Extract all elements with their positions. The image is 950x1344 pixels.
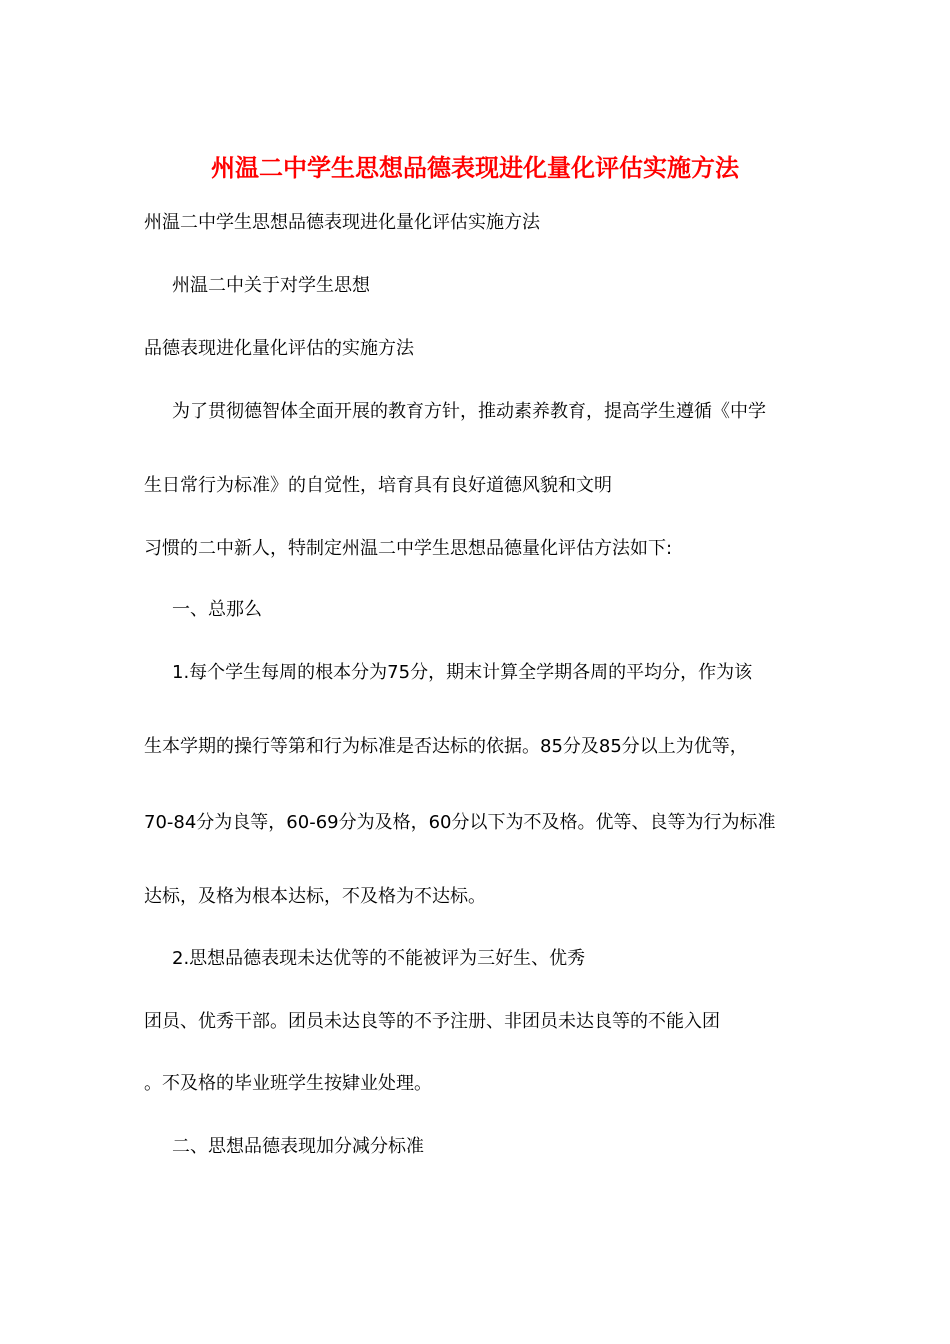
paragraph-line: 为了贯彻德智体全面开展的教育方针，推动素养教育，提高学生遵循《中学: [172, 401, 766, 422]
section-heading: 一、总那么: [172, 599, 262, 620]
subtitle-line: 州温二中学生思想品德表现进化量化评估实施方法: [144, 212, 540, 233]
section-heading: 二、思想品德表现加分减分标准: [172, 1136, 424, 1157]
paragraph-line: 生本学期的操行等第和行为标准是否达标的依据。85分及85分以上为优等，: [144, 736, 748, 757]
paragraph-line: 团员、优秀干部。团员未达良等的不予注册、非团员未达良等的不能入团: [144, 1011, 720, 1032]
paragraph-line: 70-84分为良等，60-69分为及格，60分以下为不及格。优等、良等为行为标准: [144, 812, 776, 833]
paragraph-line: 达标，及格为根本达标，不及格为不达标。: [144, 886, 486, 907]
paragraph-line: 。不及格的毕业班学生按肄业处理。: [144, 1073, 432, 1094]
paragraph-line: 生日常行为标准》的自觉性，培育具有良好道德风貌和文明: [144, 475, 612, 496]
paragraph-line: 1.每个学生每周的根本分为75分，期末计算全学期各周的平均分，作为该: [172, 662, 753, 683]
heading-line-2: 品德表现进化量化评估的实施方法: [144, 338, 414, 359]
heading-line-1: 州温二中关于对学生思想: [172, 275, 370, 296]
document-title: 州温二中学生思想品德表现进化量化评估实施方法: [211, 153, 739, 182]
paragraph-line: 2.思想品德表现未达优等的不能被评为三好生、优秀: [172, 948, 586, 969]
paragraph-line: 习惯的二中新人，特制定州温二中学生思想品德量化评估方法如下:: [144, 538, 673, 559]
